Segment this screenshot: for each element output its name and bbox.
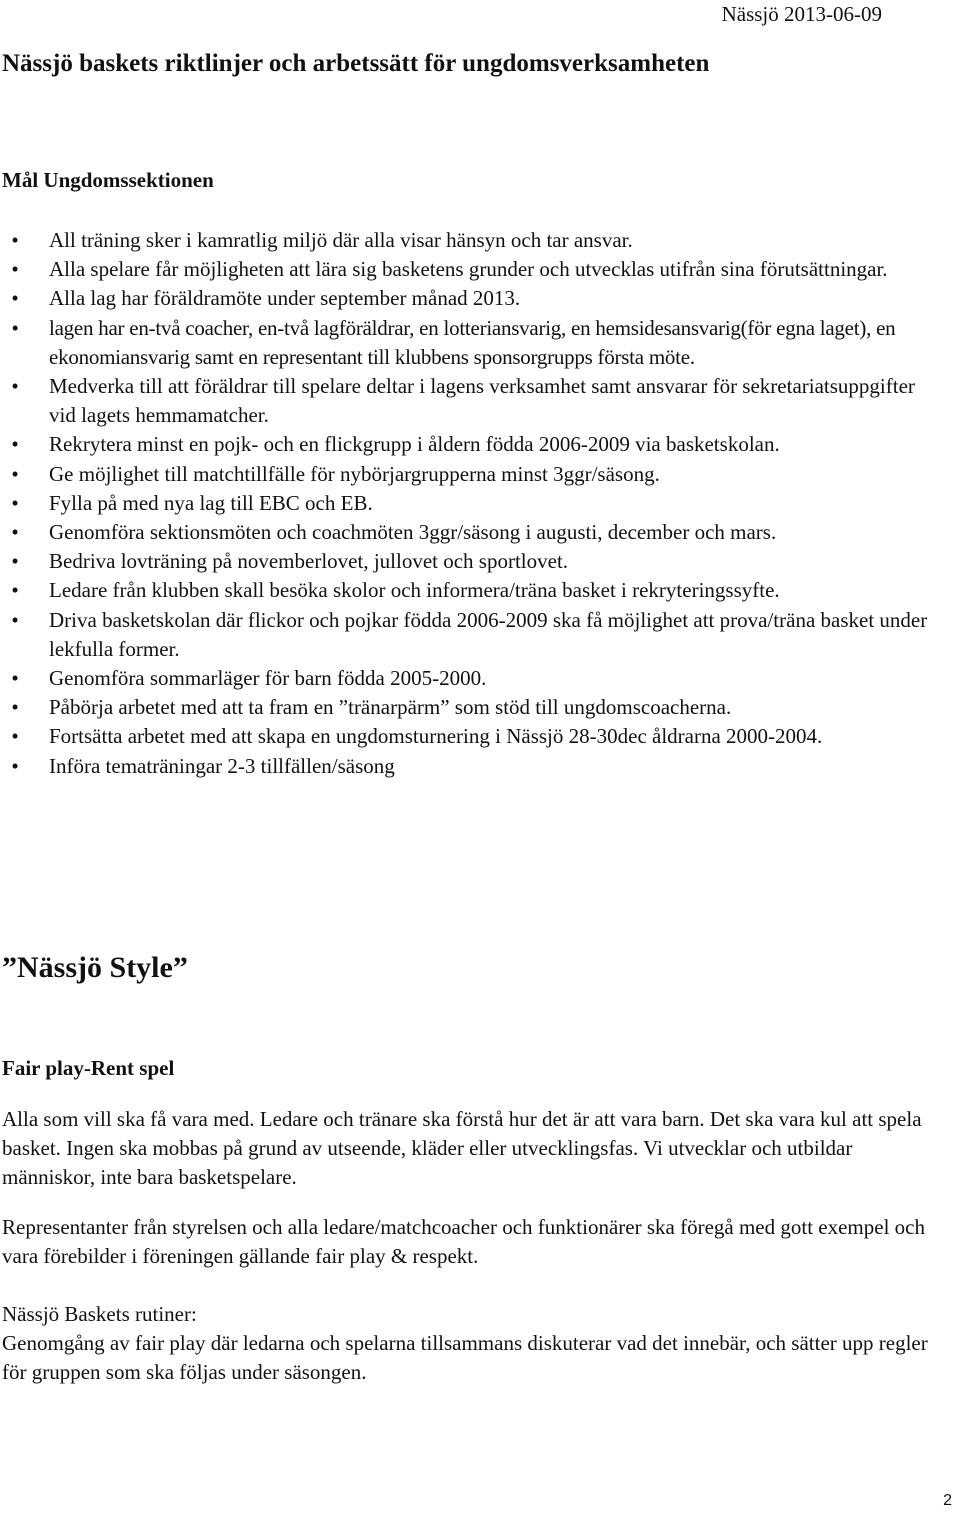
- goal-item-text: Driva basketskolan där flickor och pojkar födda 2006-2009 ska få möjlighet att prova/träna basket under lekfulla former.: [49, 607, 928, 661]
- page-number: 2: [943, 1492, 952, 1509]
- goal-item-text: Genomföra sommarläger för barn födda 2005-2000.: [49, 666, 487, 691]
- bullet-icon: •: [11, 724, 19, 749]
- goal-item: [0, 664, 935, 693]
- bullet-icon: •: [11, 286, 19, 311]
- fair-play-heading: Fair play-Rent spel: [2, 1056, 175, 1080]
- bullet-icon: •: [11, 578, 19, 603]
- goal-item: [0, 722, 935, 751]
- goal-item: [0, 752, 935, 781]
- fair-play-paragraph: Alla som vill ska få vara med. Ledare och tränare ska förstå hur det är att vara barn. Det ska vara kul att spela basket. Ingen ska mobbas på grund av utseende, kläder eller utvecklingsfas. Vi utvecklar och utbildar människor, inte bara basketspelare.: [2, 1107, 922, 1190]
- goal-item: [0, 430, 935, 459]
- bullet-icon: •: [11, 228, 19, 252]
- routines-block: [2, 1300, 942, 1388]
- goal-item: [0, 460, 935, 489]
- goal-item: [0, 372, 935, 430]
- goal-item-text: Införa tematräningar 2-3 tillfällen/säsong: [49, 753, 395, 778]
- goal-item-text: Genomföra sektionsmöten och coachmöten 3ggr/säsong i augusti, december och mars.: [49, 520, 777, 545]
- goal-item: [0, 606, 935, 664]
- goal-item: [0, 284, 935, 313]
- routines-label: Nässjö Baskets rutiner:: [2, 1302, 197, 1326]
- goal-item: [0, 226, 935, 255]
- goals-heading: Mål Ungdomssektionen: [2, 168, 214, 192]
- goals-list: [0, 226, 935, 781]
- goal-item-text: Bedriva lovträning på novemberlovet, jullovet och sportlovet.: [49, 549, 569, 574]
- goal-item-text: Alla lag har föräldramöte under september månad 2013.: [49, 286, 521, 311]
- bullet-icon: •: [11, 461, 19, 486]
- goal-item: [0, 518, 935, 547]
- goal-item-text: All träning sker i kamratlig miljö där alla visar hänsyn och tar ansvar.: [49, 228, 633, 252]
- goal-item: [0, 576, 935, 605]
- goal-item-text: Alla spelare får möjligheten att lära sig basketens grunder och utvecklas utifrån sina förutsättningar.: [49, 257, 888, 282]
- bullet-icon: •: [11, 374, 19, 399]
- goal-item-text: Rekrytera minst en pojk- och en flickgrupp i åldern födda 2006-2009 via basketskolan.: [49, 432, 780, 457]
- bullet-icon: •: [11, 315, 19, 340]
- goal-item-text: Ge möjlighet till matchtillfälle för nybörjargrupperna minst 3ggr/säsong.: [49, 461, 660, 486]
- role-model-paragraph: Representanter från styrelsen och alla ledare/matchcoacher och funktionärer ska föregå med gott exempel och vara förebilder i föreningen gällande fair play & respekt.: [2, 1215, 925, 1269]
- routines-text: Genomgång av fair play där ledarna och spelarna tillsammans diskuterar vad det innebär, och sätter upp regler för gruppen som ska följas under säsongen.: [2, 1331, 928, 1385]
- bullet-icon: •: [11, 607, 19, 632]
- goal-item: [0, 255, 935, 284]
- goal-item-text: Påbörja arbetet med att ta fram en ”tränarpärm” som stöd till ungdomscoacherna.: [49, 695, 732, 720]
- goal-item-text: Medverka till att föräldrar till spelare deltar i lagens verksamhet samt ansvarar för sekretariatsuppgifter vid lagets hemmamatcher.: [49, 374, 915, 428]
- bullet-icon: •: [11, 666, 19, 691]
- document-title: Nässjö baskets riktlinjer och arbetssätt för ungdomsverksamheten: [2, 50, 710, 77]
- goal-item-text: Fortsätta arbetet med att skapa en ungdomsturnering i Nässjö 28-30dec åldrarna 2000-2004.: [49, 724, 823, 749]
- bullet-icon: •: [11, 257, 19, 282]
- goal-item: [0, 314, 935, 372]
- goal-item: [0, 489, 935, 518]
- goal-item: [0, 693, 935, 722]
- bullet-icon: •: [11, 432, 19, 457]
- bullet-icon: •: [11, 753, 19, 778]
- bullet-icon: •: [11, 490, 19, 515]
- goal-item-text: lagen har en-två coacher, en-två lagföräldrar, en lotteriansvarig, en hemsidesansvarig(för egna laget), en ekonomiansvarig samt en representant till klubbens sponsorgrupps första möte.: [49, 315, 896, 369]
- bullet-icon: •: [11, 695, 19, 720]
- bullet-icon: •: [11, 520, 19, 545]
- nassjo-style-heading: ”Nässjö Style”: [2, 951, 188, 984]
- goal-item: [0, 547, 935, 576]
- document-date: Nässjö 2013-06-09: [721, 2, 882, 26]
- goal-item-text: Fylla på med nya lag till EBC och EB.: [49, 490, 373, 515]
- bullet-icon: •: [11, 549, 19, 574]
- goal-item-text: Ledare från klubben skall besöka skolor och informera/träna basket i rekryteringssyfte.: [49, 578, 780, 603]
